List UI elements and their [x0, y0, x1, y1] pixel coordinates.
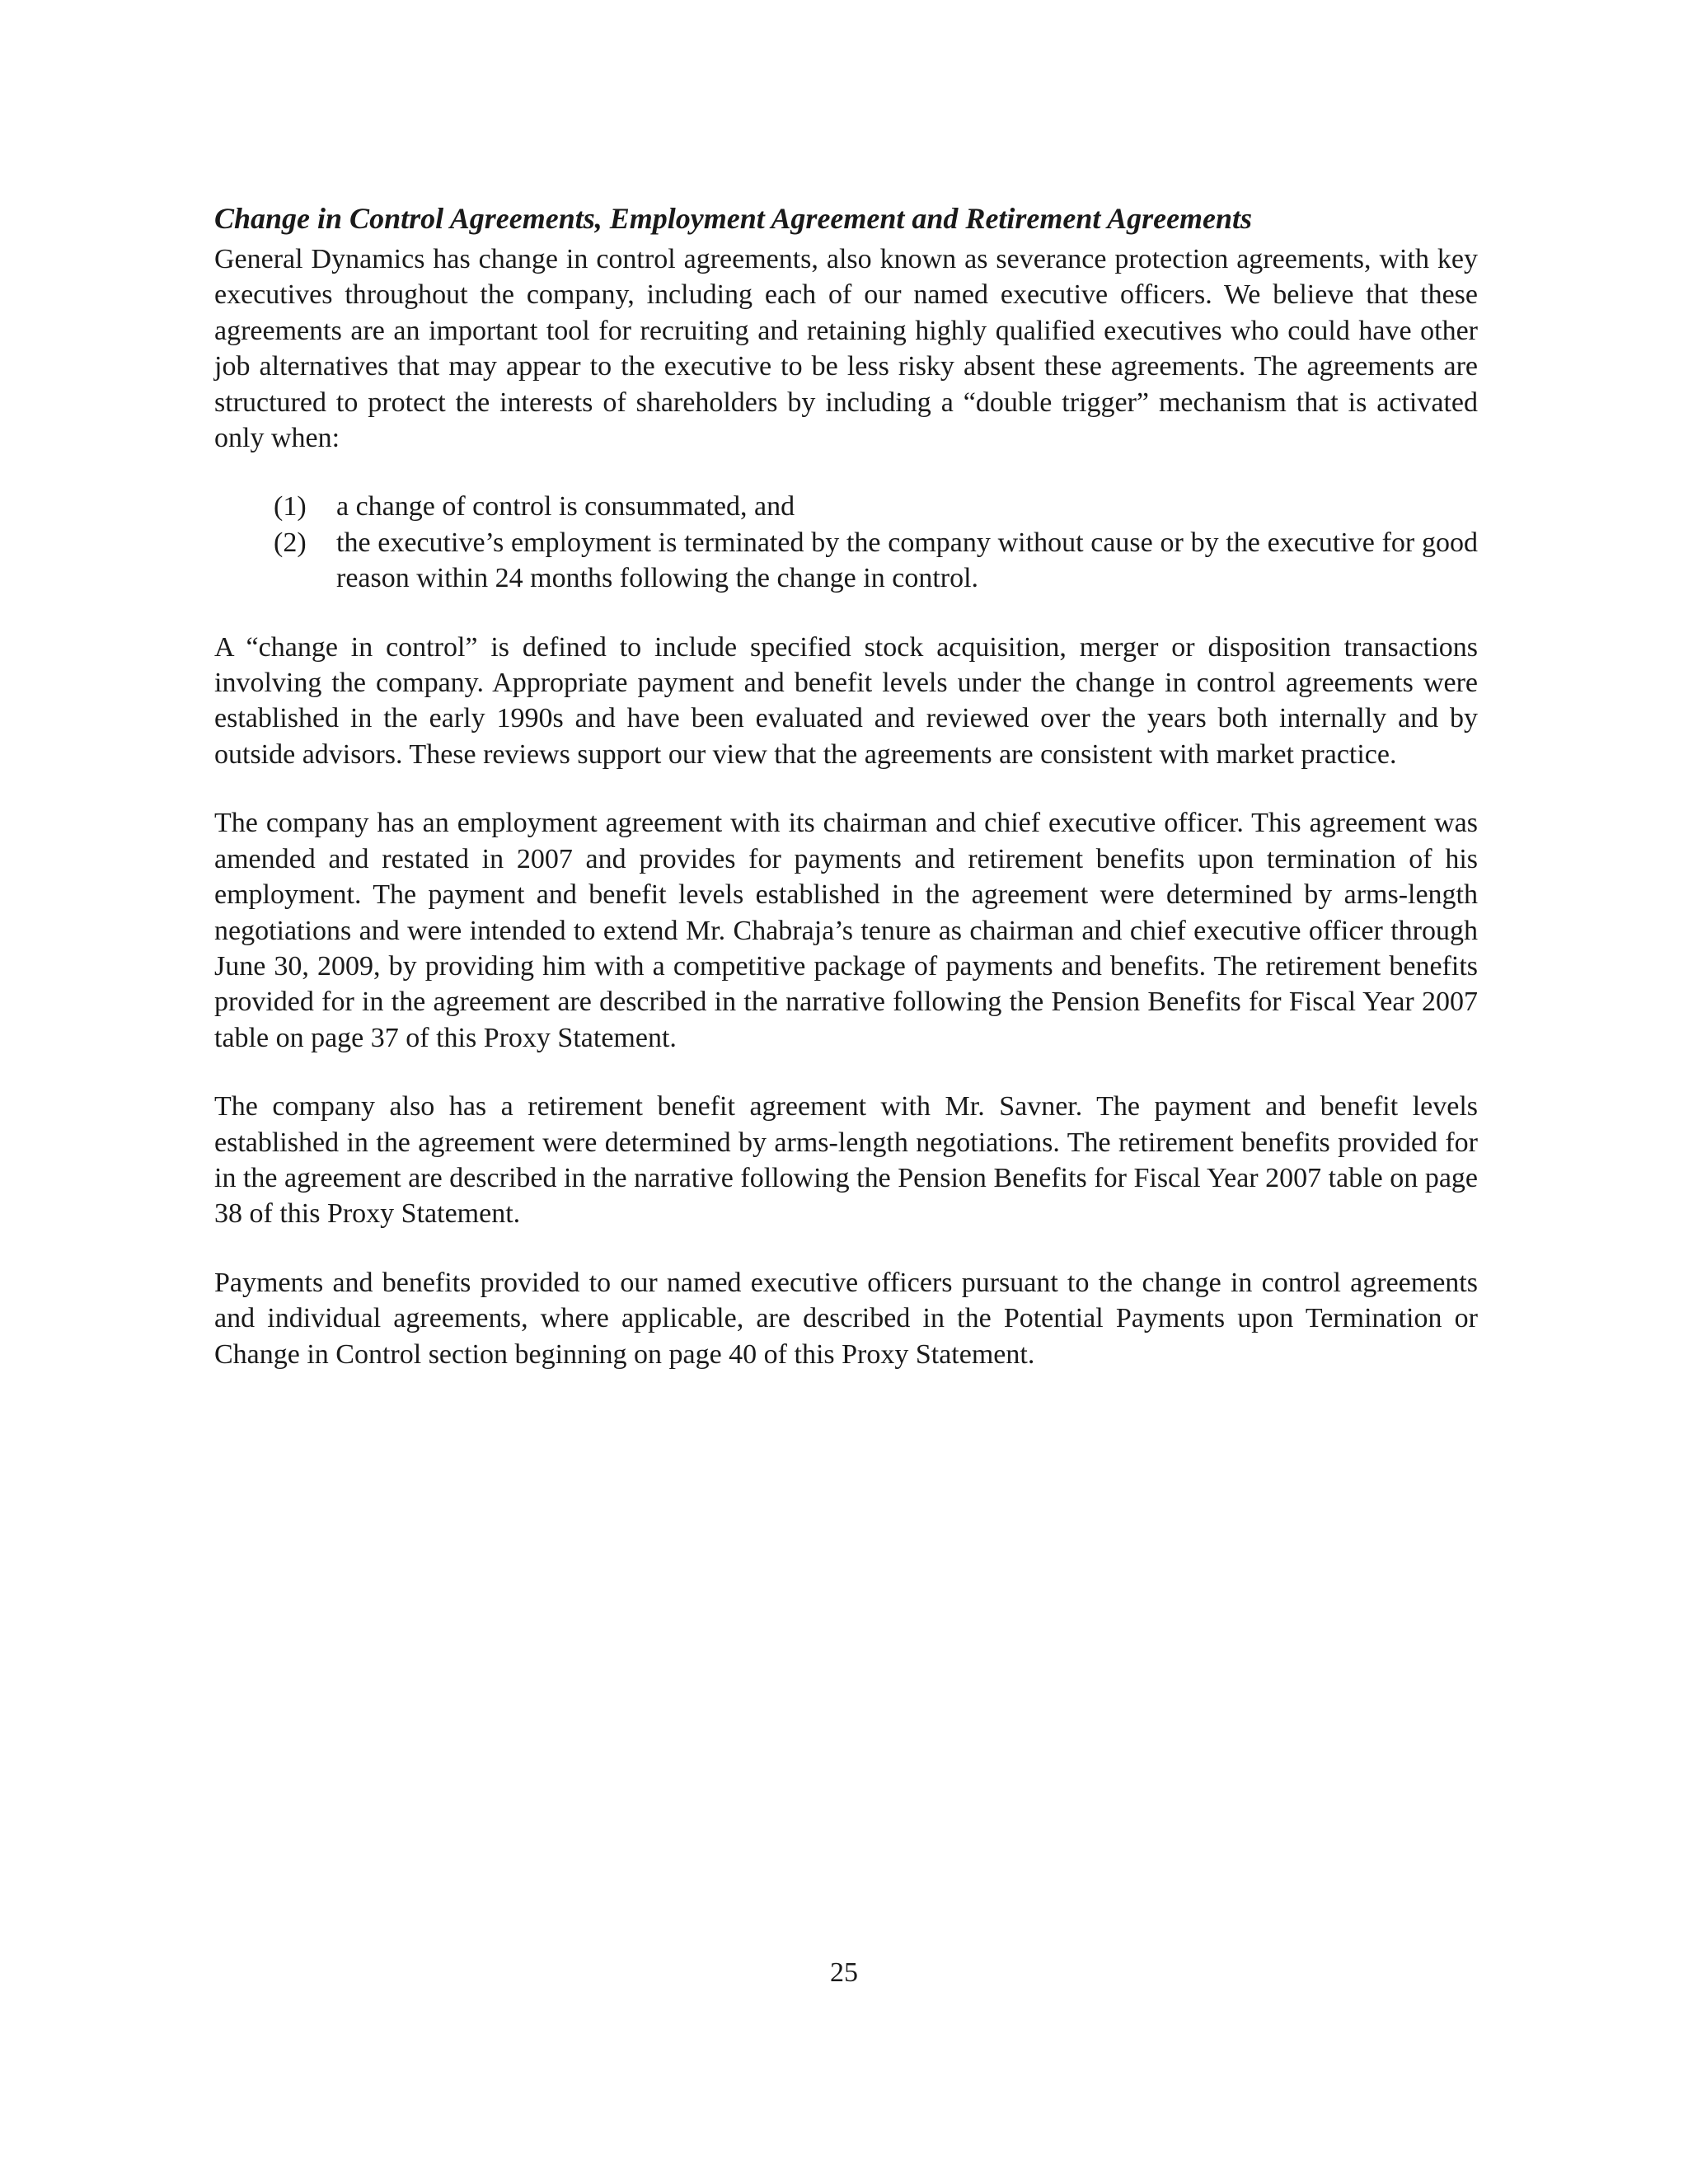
- list-marker: (2): [274, 527, 307, 558]
- list-item-text: a change of control is consummated, and: [336, 491, 795, 523]
- document-page: [214, 200, 1478, 1405]
- paragraph-payments-and-benefits: Payments and benefits provided to our named executive officers pursuant to the change in control agreements and individual agreements, where applicable, are described in the Potential Payments upon Termination or Change in Control section beginning on page 40 of this Proxy Statement.: [214, 1267, 1478, 1370]
- list-item-text: the executive’s employment is terminated by the company without cause or by the executive for good reason within 24 months following the change in control.: [336, 527, 1478, 594]
- paragraph-employment-agreement: The company has an employment agreement with its chairman and chief executive officer. This agreement was amended and restated in 2007 and provides for payments and retirement benefits upon termination of his employment. The payment and benefit levels established in the agreement were determined by arms-length negotiations and were intended to extend Mr. Chabraja’s tenure as chairman and chief executive officer through June 30, 2009, by providing him with a competitive package of payments and benefits. The retirement benefits provided for in the agreement are described in the narrative following the Pension Benefits for Fiscal Year 2007 table on page 37 of this Proxy Statement.: [214, 808, 1478, 1053]
- page-number: 25: [830, 1957, 858, 1988]
- list-item: [214, 489, 1478, 524]
- trigger-conditions-list: [214, 489, 1478, 596]
- section-heading: Change in Control Agreements, Employment Agreement and Retirement Agreements: [214, 202, 1253, 235]
- list-item: [214, 525, 1478, 597]
- list-marker: (1): [274, 491, 307, 523]
- paragraph-severance-agreements: General Dynamics has change in control agreements, also known as severance protection agreements, with key executives throughout the company, including each of our named executive officers. We believe that these agreements are an important tool for recruiting and retaining highly qualified executives who could have other job alternatives that may appear to the executive to be less risky absent these agreements. The agreements are structured to protect the interests of shareholders by including a “double trigger” mechanism that is activated only when:: [214, 244, 1478, 454]
- paragraph-retirement-agreement: The company also has a retirement benefit agreement with Mr. Savner. The payment and benefit levels established in the agreement were determined by arms-length negotiations. The retirement benefits provided for in the agreement are described in the narrative following the Pension Benefits for Fiscal Year 2007 table on page 38 of this Proxy Statement.: [214, 1091, 1478, 1230]
- paragraph-change-in-control-definition: A “change in control” is defined to include specified stock acquisition, merger or disposition transactions involving the company. Appropriate payment and benefit levels under the change in control agreements were established in the early 1990s and have been evaluated and reviewed over the years both internally and by outside advisors. These reviews support our view that the agreements are consistent with market practice.: [214, 631, 1478, 770]
